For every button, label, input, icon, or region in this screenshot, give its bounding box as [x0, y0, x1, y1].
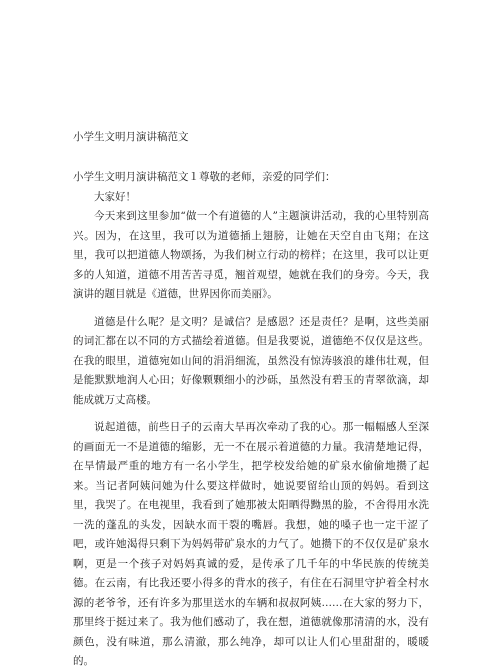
body-paragraph-story: 说起道德，前些日子的云南大旱再次牵动了我的心。那一幅幅感人至深的画面无一不是道德的缩影，无一不在展示着道德的力量。我清楚地记得，在旱情最严重的地方有一名小学生，把学校发给她的矿泉水偷偷地攒了起来。当记者阿姨问她为什么要这样做时，她说要留给山顶的妈妈。看到这里，我哭了。在电视里，我看到了她那被太阳晒得黝黑的脸，不舍得用水洗一洗的蓬乱的头发，因缺水而干裂的嘴唇。我想，她的嗓子也一定干涩了吧，或许她渴得只剩下为妈妈带矿泉水的力气了。她攒下的不仅仅是矿泉水啊，更是一个孩子对妈妈真诚的爱，是传承了几千年的中华民族的传统美德。在云南，有比我还要小得多的背水的孩子，有住在石洞里守护着全村水源的老爷爷，还有许多为那里送水的车辆和叔叔阿姨……在大家的努力下，那里终于挺过来了。我为他们感动了，我在想，道德就像那清清的水，没有颜色，没有味道，那么清澈，那么纯净，却可以让人们心里甜甜的，暖暖的。	[73, 421, 429, 667]
greeting-paragraph: 大家好！	[94, 190, 136, 203]
body-paragraph-intro: 今天来到这里参加“做一个有道德的人”主题演讲活动，我的心里特别高兴。因为，在这里，我可以为道德插上翅膀，让她在天空自由飞翔；在这里，我可以把道德人物颂扬，为我们树立行动的榜样；在这里，我可以让更多的人知道，道德不用苦苦寻觅，翘首观望，她就在我们的身旁。今天，我演讲的题目就是《道德，世界因你而美丽》。	[73, 210, 429, 300]
salutation-paragraph: 小学生文明月演讲稿范文１尊敬的老师，亲爱的同学们：	[73, 171, 336, 183]
body-paragraph-definition: 道德是什么呢？是文明？是诚信？是感恩？还是责任？是啊，这些美丽的词汇都在以不同的方式描绘着道德。但是我要说，道德绝不仅仅是这些。在我的眼里，道德宛如山间的涓涓细流，虽然没有惊涛骇浪的雄伟壮观，但是能默默地润人心田；好像颗颗细小的沙砾，虽然没有碧玉的青翠欲滴，却能成就万丈高楼。	[73, 315, 429, 406]
document-title: 小学生文明月演讲稿范文	[73, 131, 189, 143]
document-body	[73, 168, 429, 672]
